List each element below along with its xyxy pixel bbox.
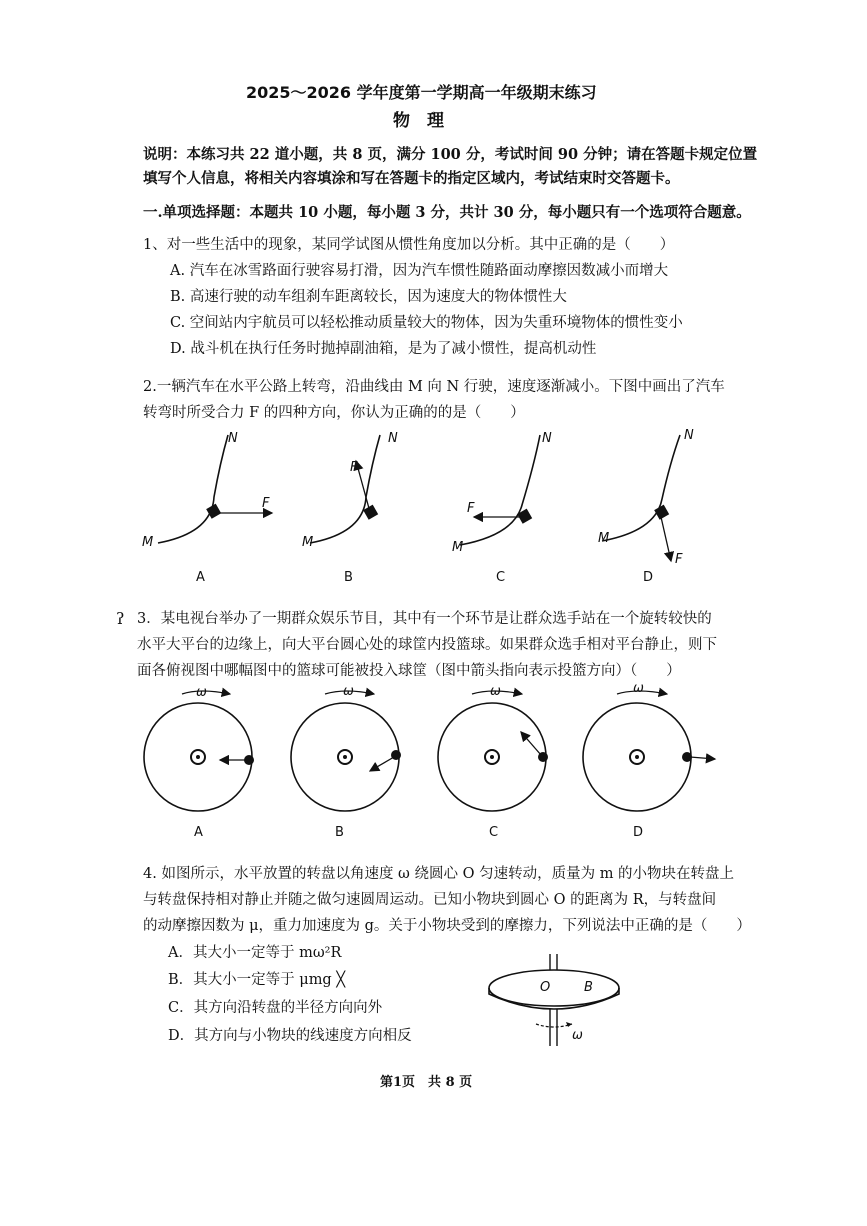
q2-d-n: N (684, 428, 694, 443)
q3-label-d: D (633, 825, 644, 840)
q2-c-f: F (467, 501, 475, 516)
question-4-line-2: 与转盘保持相对静止并随之做匀速圆周运动。已知小物块到圆心 O 的距离为 R，与转盘间 (143, 892, 717, 908)
q2-label-a: A (196, 570, 205, 585)
q3-figure-a (144, 691, 254, 811)
q2-label-c: C (496, 570, 506, 585)
intro-line-2: 填写个人信息，将相关内容填涂和写在答题卡的指定区域内，考试结束时交答题卡。 (143, 170, 680, 187)
q4-figure-o: O (540, 980, 551, 995)
question-1-option-b: B. 高速行驶的动车组刹车距离较长，因为速度大的物体惯性大 (170, 289, 567, 305)
q2-label-d: D (643, 570, 654, 585)
exam-title: 2025～2026 学年度第一学期高一年级期末练习 (246, 83, 597, 102)
question-3-figures (130, 680, 730, 820)
question-2-line-1: 2.一辆汽车在水平公路上转弯，沿曲线由 M 向 N 行驶，速度逐渐减小。下图中画出了汽车 (143, 379, 725, 395)
question-4-option-a: A．其大小一定等于 mω²R (168, 945, 342, 961)
q2-figure-a (158, 435, 272, 543)
question-4-turntable-figure (484, 950, 644, 1050)
q3-figure-b (291, 691, 401, 811)
q2-c-m: M (452, 540, 464, 555)
question-2-figures (130, 425, 730, 595)
q3-omega-c: ω (490, 684, 501, 699)
question-4-line-1: 4. 如图所示，水平放置的转盘以角速度 ω 绕圆心 O 匀速转动，质量为 m 的小物块在转盘上 (143, 866, 735, 882)
question-2-line-2: 转弯时所受合力 F 的四种方向，你认为正确的的是（ ） (143, 405, 525, 421)
subject-title: 物 理 (393, 111, 444, 131)
question-3-line-2: 水平大平台的边缘上，向大平台圆心处的球筐内投篮球。如果群众选手相对平台静止，则下 (137, 637, 717, 653)
q3-omega-b: ω (343, 684, 354, 699)
question-4-option-d: D．其方向与小物块的线速度方向相反 (168, 1028, 412, 1044)
q2-a-n: N (228, 431, 238, 446)
question-1-option-c: C. 空间站内宇航员可以轻松推动质量较大的物体，因为失重环境物体的惯性变小 (170, 315, 683, 331)
q4-figure-b: B (584, 980, 593, 995)
question-3-margin-mark: ʔ (116, 609, 125, 628)
section-heading: 一.单项选择题：本题共 10 小题，每小题 3 分，共计 30 分，每小题只有一个选项符合题意。 (143, 204, 751, 221)
q3-label-c: C (489, 825, 499, 840)
question-4-option-c: C．其方向沿转盘的半径方向向外 (168, 1000, 383, 1016)
question-3-line-1: 3．某电视台举办了一期群众娱乐节目，其中有一个环节是让群众选手站在一个旋转较快的 (137, 611, 712, 627)
q2-b-m: M (302, 535, 314, 550)
q2-d-m: M (598, 531, 610, 546)
q2-figure-d (602, 435, 680, 561)
q2-b-f: F (350, 460, 358, 475)
q2-figure-b (310, 435, 380, 543)
q2-a-m: M (142, 535, 154, 550)
q3-omega-a: ω (196, 685, 207, 700)
question-1-option-d: D. 战斗机在执行任务时抛掉副油箱，是为了减小惯性，提高机动性 (170, 341, 597, 357)
question-4-option-b: B．其大小一定等于 μmg ╳ (168, 972, 346, 988)
intro-line-1: 说明：本练习共 22 道小题，共 8 页，满分 100 分，考试时间 90 分钟；请在答题卡规定位置 (143, 146, 758, 163)
question-1-stem: 1、对一些生活中的现象，某同学试图从惯性角度加以分析。其中正确的是（ ） (143, 237, 675, 253)
q2-b-n: N (388, 431, 398, 446)
page-footer: 第1页 共 8 页 (380, 1075, 473, 1090)
q3-figure-c (438, 691, 548, 811)
q2-a-f: F (262, 496, 270, 511)
question-4-line-3: 的动摩擦因数为 μ，重力加速度为 g。关于小物块受到的摩擦力，下列说法中正确的是（ ） (143, 918, 751, 934)
q2-figure-c (460, 435, 540, 545)
q3-label-a: A (194, 825, 203, 840)
q3-figure-d (583, 691, 715, 811)
q2-d-f: F (675, 552, 683, 567)
question-1-option-a: A. 汽车在冰雪路面行驶容易打滑，因为汽车惯性随路面动摩擦因数减小而增大 (170, 263, 669, 279)
q2-label-b: B (344, 570, 353, 585)
q2-c-n: N (542, 431, 552, 446)
q4-figure-omega: ω (572, 1028, 583, 1043)
q3-label-b: B (335, 825, 344, 840)
q3-omega-d: ω (633, 681, 644, 696)
question-3-line-3: 面各俯视图中哪幅图中的篮球可能被投入球筐（图中箭头指向表示投篮方向）（ ） (137, 663, 681, 679)
